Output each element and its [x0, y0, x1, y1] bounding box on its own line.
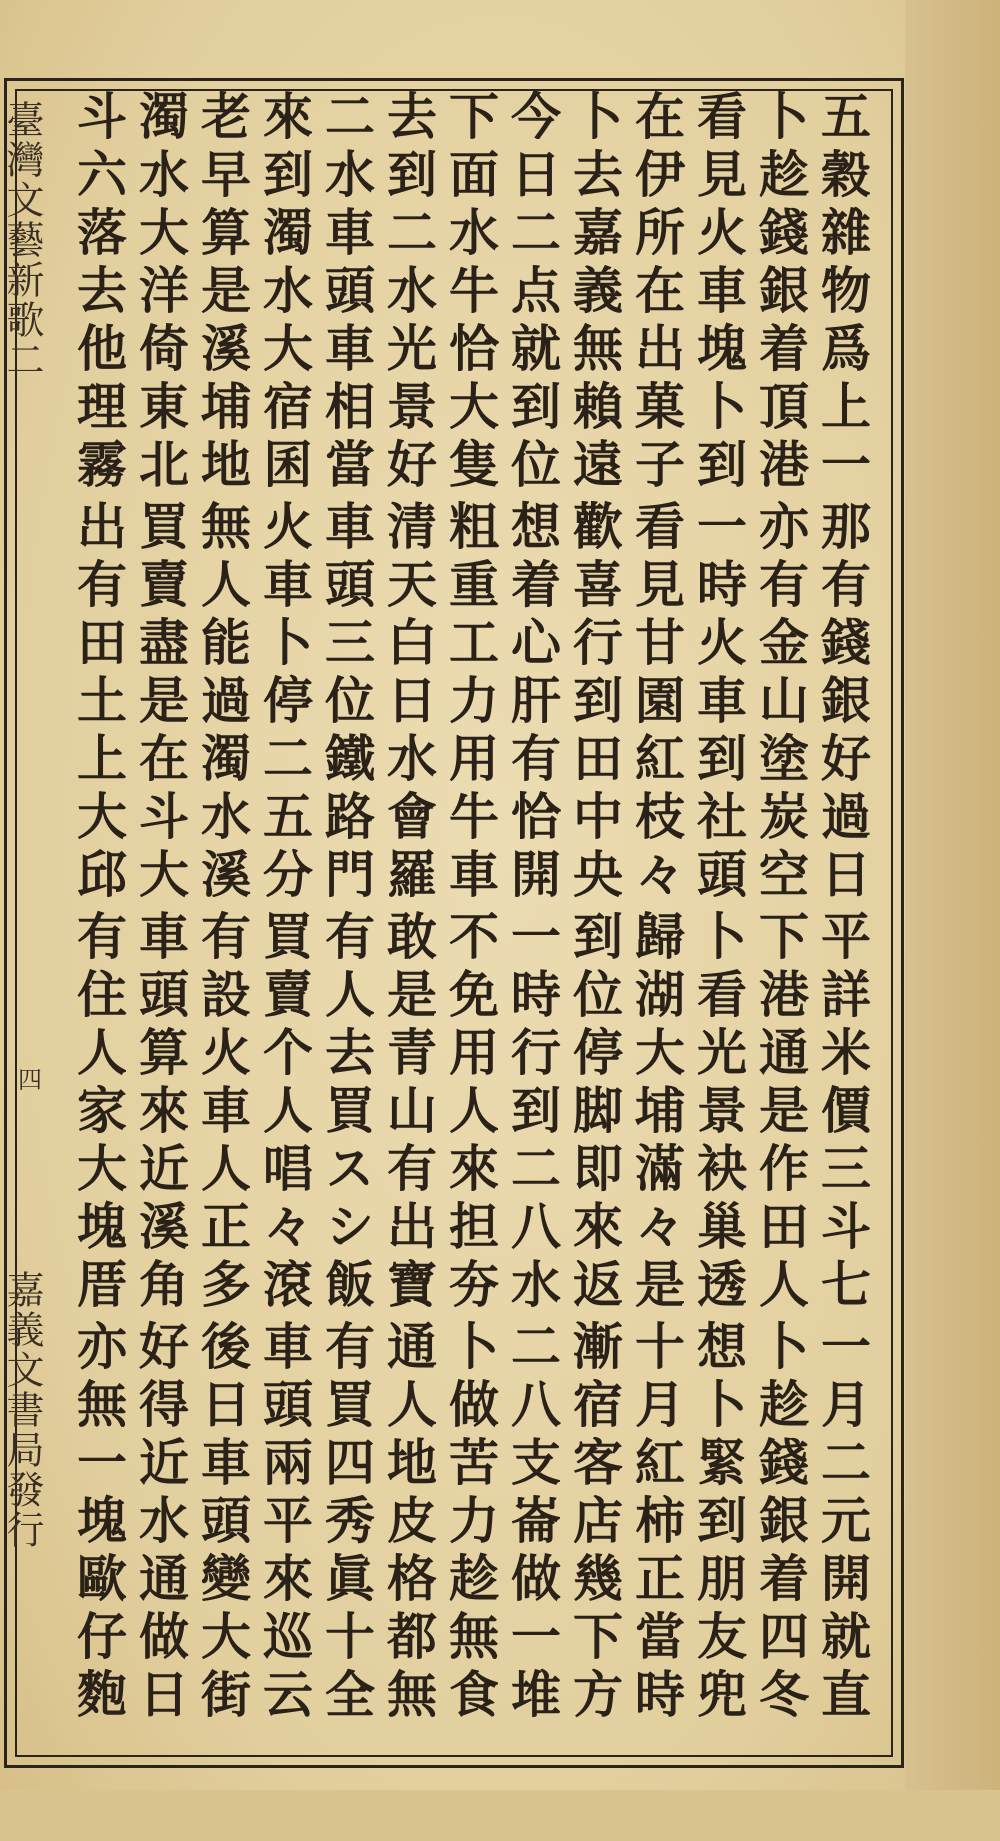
- margin-publisher: 嘉義文書局發行: [0, 1270, 44, 1550]
- verse-line: 不免用人來担夯: [441, 910, 500, 1316]
- verse-line: 買賣个人唱々滾: [255, 910, 314, 1316]
- verse-line: 卜趁錢銀着四冬: [751, 1320, 810, 1726]
- verse-line: 一時火車到社頭: [689, 500, 748, 906]
- verse-line: 粗重工力用牛車: [441, 500, 500, 906]
- margin-book-title: 臺灣文藝新歌二: [0, 100, 44, 380]
- verse-column-3: [688, 90, 748, 1780]
- verse-line: 今日二点就到位: [503, 90, 562, 496]
- verse-line: 亦無一塊歐仔麭: [69, 1320, 128, 1726]
- verse-line: 一時行到二八水: [503, 910, 562, 1316]
- verse-line: 二八支崙做一堆: [503, 1320, 562, 1726]
- verse-column-12: [130, 90, 190, 1780]
- verse-line: 有住人家大塊厝: [69, 910, 128, 1316]
- verse-line: 清天白日水會羅: [379, 500, 438, 906]
- verse-column-11: [192, 90, 252, 1780]
- verse-line: 那有錢銀好過日: [813, 500, 872, 906]
- verse-line: 有設火車人正多: [193, 910, 252, 1316]
- verse-line: 斗六落去他理霧: [69, 90, 128, 496]
- verse-line: 卜做苦力趁無食: [441, 1320, 500, 1726]
- verse-line: 一月二元開就直: [813, 1320, 872, 1726]
- verse-line: 看見甘園紅枝々: [627, 500, 686, 906]
- page-bottom-edge: [0, 1790, 1000, 1841]
- verse-line: 卜趁錢銀着頂港: [751, 90, 810, 496]
- verse-line: 平詳米價三斗七: [813, 910, 872, 1316]
- verse-line: 想着心肝有恰開: [503, 500, 562, 906]
- verse-line: 卜看光景袂巢透: [689, 910, 748, 1316]
- page-right-edge: [905, 0, 1000, 1841]
- verse-line: 買賣盡是在斗大: [131, 500, 190, 906]
- verse-line: 亦有金山塗炭空: [751, 500, 810, 906]
- verse-text-area: [60, 90, 872, 1780]
- verse-line: 敢是青山有出寶: [379, 910, 438, 1316]
- verse-line: 看見火車塊卜到: [689, 90, 748, 496]
- verse-line: 出有田土上大邱: [69, 500, 128, 906]
- verse-line: 濁水大洋倚東北: [131, 90, 190, 496]
- verse-line: 無人能過濁水溪: [193, 500, 252, 906]
- verse-line: 五穀雜物爲上一: [813, 90, 872, 496]
- verse-column-9: [316, 90, 376, 1780]
- verse-line: 去到二水光景好: [379, 90, 438, 496]
- verse-line: 下港通是作田人: [751, 910, 810, 1316]
- verse-column-8: [378, 90, 438, 1780]
- verse-line: 下面水牛恰大隻: [441, 90, 500, 496]
- verse-line: 歸湖大埔滿々是: [627, 910, 686, 1316]
- verse-line: 十月紅柿正當時: [627, 1320, 686, 1726]
- verse-column-2: [750, 90, 810, 1780]
- verse-line: 在伊所在出菓子: [627, 90, 686, 496]
- verse-column-5: [564, 90, 624, 1780]
- verse-line: 老早算是溪埔地: [193, 90, 252, 496]
- verse-line: 卜去嘉義無賴遠: [565, 90, 624, 496]
- verse-line: 好得近水通做日: [131, 1320, 190, 1726]
- verse-line: 來到濁水大宿囷: [255, 90, 314, 496]
- verse-line: 二水車頭車相當: [317, 90, 376, 496]
- verse-column-1: [812, 90, 872, 1780]
- verse-line: 後日車頭變大街: [193, 1320, 252, 1726]
- verse-column-4: [626, 90, 686, 1780]
- verse-line: 想卜緊到朋友兜: [689, 1320, 748, 1726]
- verse-line: 車頭三位鐵路門: [317, 500, 376, 906]
- verse-line: 歡喜行到田中央: [565, 500, 624, 906]
- verse-line: 火車卜停二五分: [255, 500, 314, 906]
- verse-line: 到位停脚即來返: [565, 910, 624, 1316]
- margin-page-number: 四: [18, 1066, 42, 1094]
- verse-line: 有買四秀眞十全: [317, 1320, 376, 1726]
- verse-column-13: [68, 90, 128, 1780]
- verse-column-7: [440, 90, 500, 1780]
- verse-line: 通人地皮格都無: [379, 1320, 438, 1726]
- verse-line: 漸宿客店幾下方: [565, 1320, 624, 1726]
- verse-line: 有人去買スシ飯: [317, 910, 376, 1316]
- verse-line: 車頭兩平來巡云: [255, 1320, 314, 1726]
- verse-column-10: [254, 90, 314, 1780]
- verse-column-6: [502, 90, 562, 1780]
- verse-line: 車頭算來近溪角: [131, 910, 190, 1316]
